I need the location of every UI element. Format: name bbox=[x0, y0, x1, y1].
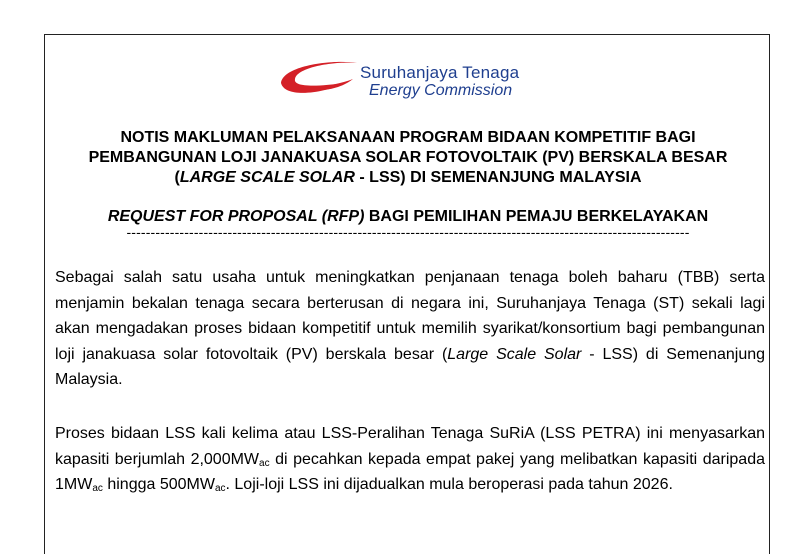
logo-name-english: Energy Commission bbox=[369, 82, 513, 99]
swoosh-logo-icon bbox=[275, 53, 365, 105]
logo-name-malay: Suruhanjaya Tenaga bbox=[360, 63, 520, 82]
document-page bbox=[44, 34, 770, 554]
title-line-1: NOTIS MAKLUMAN PELAKSANAAN PROGRAM BIDAAN KOMPETITIF BAGI bbox=[120, 129, 696, 146]
paragraph-1-italic-term: Large Scale Solar bbox=[447, 345, 582, 363]
title-italic-term: LARGE SCALE SOLAR bbox=[179, 169, 355, 186]
paragraph-1: Sebagai salah satu usaha untuk meningkatkan penjanaan tenaga boleh baharu (TBB) serta menjamin bekalan tenaga secara berterusan di negara ini, Suruhanjaya Tenaga (ST) sekali lagi akan mengadakan proses bidaan kompetitif untuk memilih syarikat/konsortium bagi pembangunan loji janakuasa solar fotovoltaik (PV) berskala besar (Large Scale Solar - LSS) di Semenanjung Malaysia. bbox=[55, 269, 766, 388]
notice-title bbox=[65, 128, 751, 188]
rfp-italic-term: REQUEST FOR PROPOSAL (RFP) bbox=[107, 208, 365, 225]
paragraph-2: Proses bidaan LSS kali kelima atau LSS-Peralihan Tenaga SuRiA (LSS PETRA) ini menyasarkan kapasiti berjumlah $2,000MW_{ac}$ di pecahkan kepada empat pakej yang melibatkan kapasiti daripada $1MW_{ac}$ hingga $500MW_{ac}$. Loji-loji LSS ini dijadualkan mula beroperasi pada tahun 2026. bbox=[55, 425, 766, 494]
rfp-heading: REQUEST FOR PROPOSAL (RFP) BAGI PEMILIHAN PEMAJU BERKELAYAKAN bbox=[107, 208, 709, 225]
energy-commission-logo bbox=[275, 53, 595, 105]
title-line-2: PEMBANGUNAN LOJI JANAKUASA SOLAR FOTOVOLTAIK (PV) BERSKALA BESAR bbox=[88, 149, 728, 166]
title-line-3: (LARGE SCALE SOLAR - LSS) DI SEMENANJUNG MALAYSIA bbox=[174, 169, 642, 186]
dashed-divider: --------------------------------------------------------------------------------------------------------------------- bbox=[126, 224, 690, 240]
